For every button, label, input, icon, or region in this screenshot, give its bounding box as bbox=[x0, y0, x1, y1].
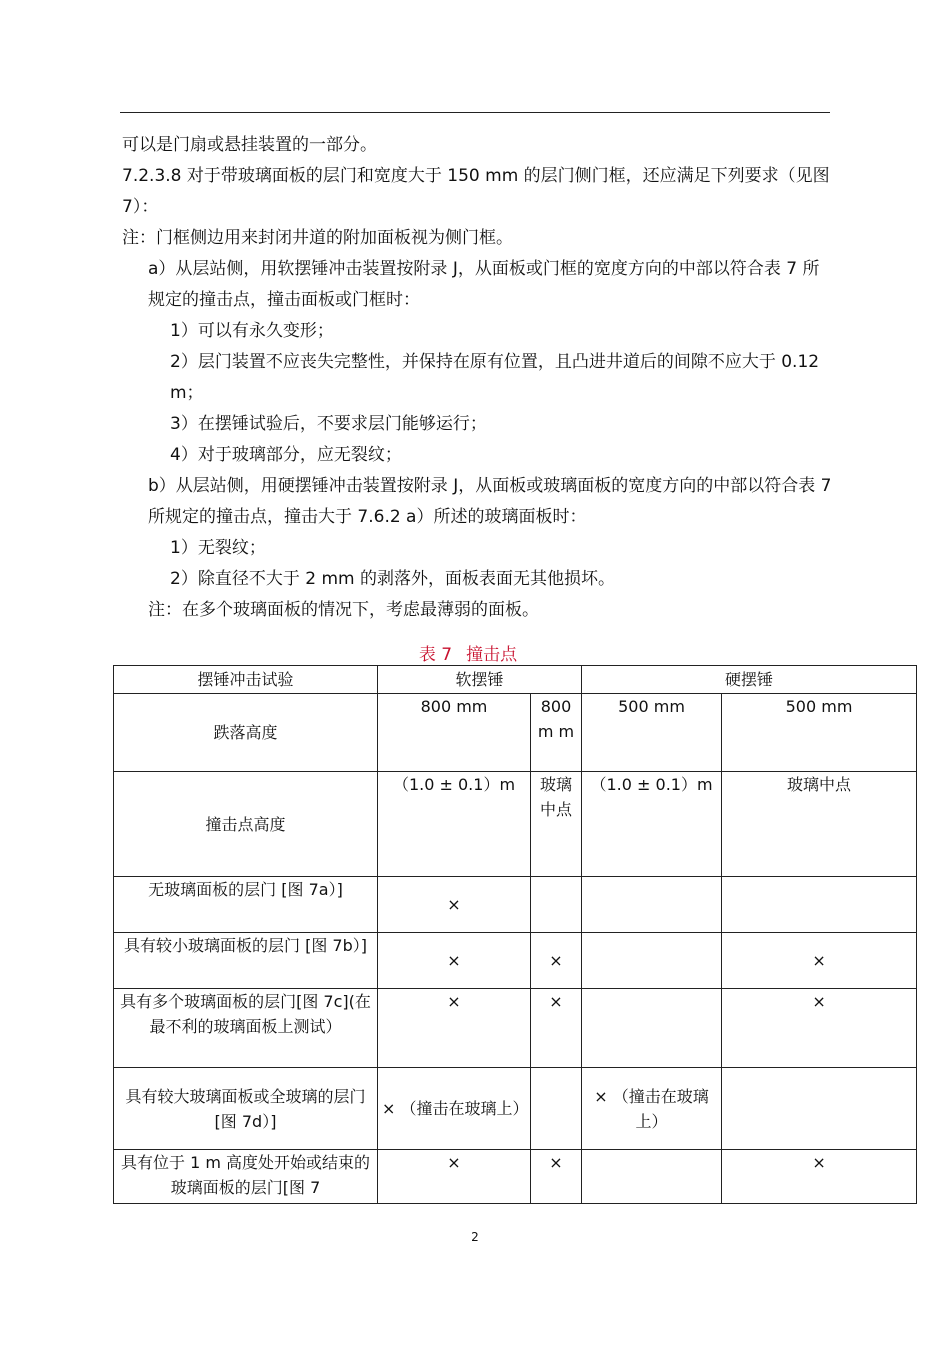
row-label: 无玻璃面板的层门 [图 7a）] bbox=[114, 877, 378, 933]
item-a3: 3）在摆锤试验后，不要求层门能够运行； bbox=[170, 414, 487, 434]
impact-height-soft-a: （1.0 ± 0.1）m bbox=[378, 772, 531, 877]
row-label: 具有位于 1 m 高度处开始或结束的玻璃面板的层门[图 7 bbox=[114, 1150, 378, 1204]
item-b1: 1）无裂纹； bbox=[170, 538, 266, 558]
row-soft-b bbox=[531, 1068, 582, 1150]
table-caption-number: 表 7 bbox=[418, 645, 453, 665]
item-a4: 4）对于玻璃部分，应无裂纹； bbox=[170, 445, 402, 465]
body-text bbox=[122, 130, 832, 626]
table-caption bbox=[0, 640, 950, 665]
drop-height-hard-a: 500 mm bbox=[582, 694, 722, 772]
impact-height-hard-a: （1.0 ± 0.1）m bbox=[582, 772, 722, 877]
row-soft-a: × bbox=[378, 989, 531, 1068]
item-a2: 2）层门装置不应丧失完整性，并保持在原有位置，且凸进井道后的间隙不应大于 0.12 m； bbox=[170, 352, 820, 403]
row-soft-b bbox=[531, 877, 582, 933]
table-row bbox=[114, 1068, 917, 1150]
row-hard-b: × bbox=[722, 933, 917, 989]
drop-height-hard-b: 500 mm bbox=[722, 694, 917, 772]
header-soft-pendulum: 软摆锤 bbox=[378, 666, 582, 694]
header-hard-pendulum: 硬摆锤 bbox=[582, 666, 917, 694]
header-test: 摆锤冲击试验 bbox=[114, 666, 378, 694]
drop-height-soft-b: 800 m m bbox=[531, 694, 582, 772]
row-hard-b bbox=[722, 1068, 917, 1150]
impact-height-hard-b: 玻璃中点 bbox=[722, 772, 917, 877]
row-soft-a: × bbox=[378, 877, 531, 933]
row-hard-b: × bbox=[722, 989, 917, 1068]
row-soft-a: × bbox=[378, 933, 531, 989]
table-row bbox=[114, 989, 917, 1068]
row-soft-b: × bbox=[531, 989, 582, 1068]
drop-height-label: 跌落高度 bbox=[114, 694, 378, 772]
row-hard-a bbox=[582, 933, 722, 989]
row-soft-b: × bbox=[531, 1150, 582, 1204]
table-header-row bbox=[114, 666, 917, 694]
row-hard-a bbox=[582, 989, 722, 1068]
row-soft-a: × bbox=[378, 1150, 531, 1204]
row-soft-b: × bbox=[531, 933, 582, 989]
row-hard-a: × （撞击在玻璃上） bbox=[582, 1068, 722, 1150]
paragraph-continuation: 可以是门扇或悬挂装置的一部分。 bbox=[122, 135, 377, 155]
table-row-impact-height bbox=[114, 772, 917, 877]
impact-height-label: 撞击点高度 bbox=[114, 772, 378, 877]
table-row-drop-height bbox=[114, 694, 917, 772]
row-hard-b: × bbox=[722, 1150, 917, 1204]
table-row bbox=[114, 1150, 917, 1204]
item-a1: 1）可以有永久变形； bbox=[170, 321, 334, 341]
row-hard-a bbox=[582, 877, 722, 933]
impact-point-table bbox=[113, 665, 917, 1204]
page-number: 2 bbox=[471, 1230, 479, 1244]
clause-7-2-3-8: 7.2.3.8 对于带玻璃面板的层门和宽度大于 150 mm 的层门侧门框，还应满足下列要求（见图 7）： bbox=[122, 166, 830, 217]
table-row bbox=[114, 877, 917, 933]
item-b-hard-pendulum: b）从层站侧，用硬摆锤冲击装置按附录 J，从面板或玻璃面板的宽度方向的中部以符合表 7 所规定的撞击点，撞击大于 7.6.2 a）所述的玻璃面板时： bbox=[148, 476, 832, 527]
row-hard-a bbox=[582, 1150, 722, 1204]
header-rule bbox=[120, 112, 830, 113]
table-row bbox=[114, 933, 917, 989]
item-a-soft-pendulum: a）从层站侧，用软摆锤冲击装置按附录 J，从面板或门框的宽度方向的中部以符合表 7 所规定的撞击点，撞击面板或门框时： bbox=[148, 259, 820, 310]
table-caption-title: 撞击点 bbox=[466, 645, 518, 665]
row-soft-a: × （撞击在玻璃上） bbox=[378, 1068, 531, 1150]
note-door-frame: 注：门框侧边用来封闭井道的附加面板视为侧门框。 bbox=[122, 228, 513, 248]
item-b2: 2）除直径不大于 2 mm 的剥落外，面板表面无其他损坏。 bbox=[170, 569, 615, 589]
row-label: 具有较大玻璃面板或全玻璃的层门 [图 7d）] bbox=[114, 1068, 378, 1150]
impact-height-soft-b: 玻璃中点 bbox=[531, 772, 582, 877]
drop-height-soft-a: 800 mm bbox=[378, 694, 531, 772]
row-label: 具有较小玻璃面板的层门 [图 7b）] bbox=[114, 933, 378, 989]
row-hard-b bbox=[722, 877, 917, 933]
note-thinnest-panel: 注：在多个玻璃面板的情况下，考虑最薄弱的面板。 bbox=[148, 600, 539, 620]
row-label: 具有多个玻璃面板的层门[图 7c](在最不利的玻璃面板上测试） bbox=[114, 989, 378, 1068]
